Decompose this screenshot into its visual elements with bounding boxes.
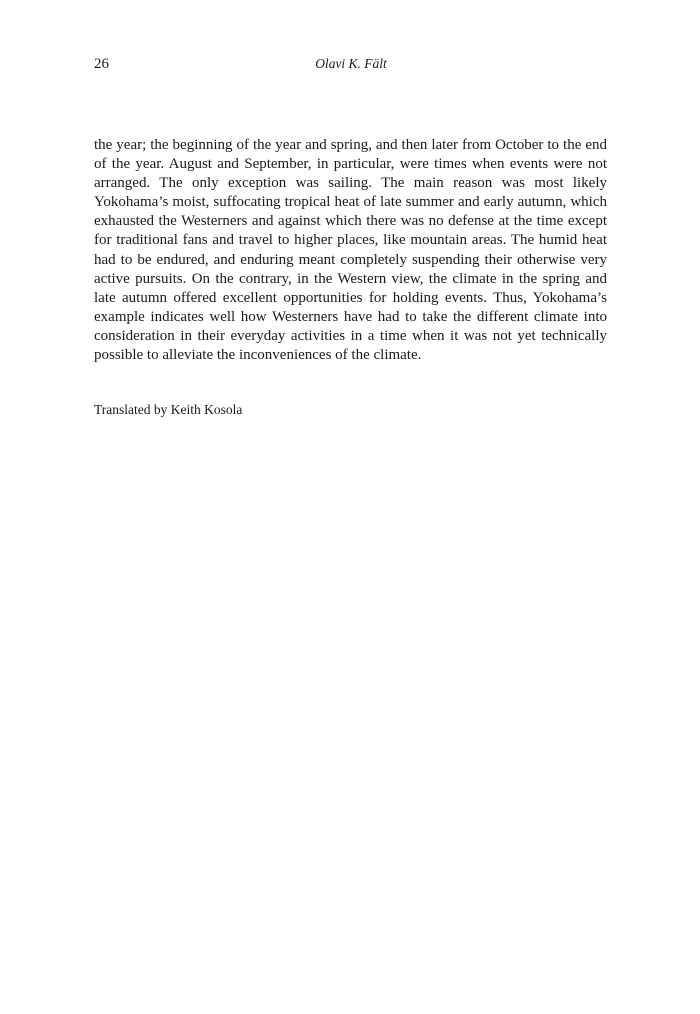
running-head [94, 54, 608, 74]
translator-credit: Translated by Keith Kosola [94, 402, 243, 417]
page-number: 26 [94, 56, 109, 72]
running-title: Olavi K. Fält [315, 56, 387, 71]
body-paragraph: the year; the beginning of the year and spring, and then later from October to the end of the year. August and September, in particular, were times when events were not arranged. The only exception was sailing. The main reason was most likely Yokohama’s moist, suffocating tropical heat of late summer and early autumn, which exhausted the Westerners and against which there was no defense at the time except for traditional fans and travel to higher places, like mountain areas. The humid heat had to be endured, and enduring meant completely suspending their otherwise very active pursuits. On the contrary, in the Western view, the climate in the spring and late autumn offered excellent opportunities for holding events. Thus, Yokohama’s example indicates well how Westerners have had to take the different climate into consideration in their everyday activities in a time when it was not yet technically possible to alleviate the inconveniences of the climate. [94, 137, 607, 364]
